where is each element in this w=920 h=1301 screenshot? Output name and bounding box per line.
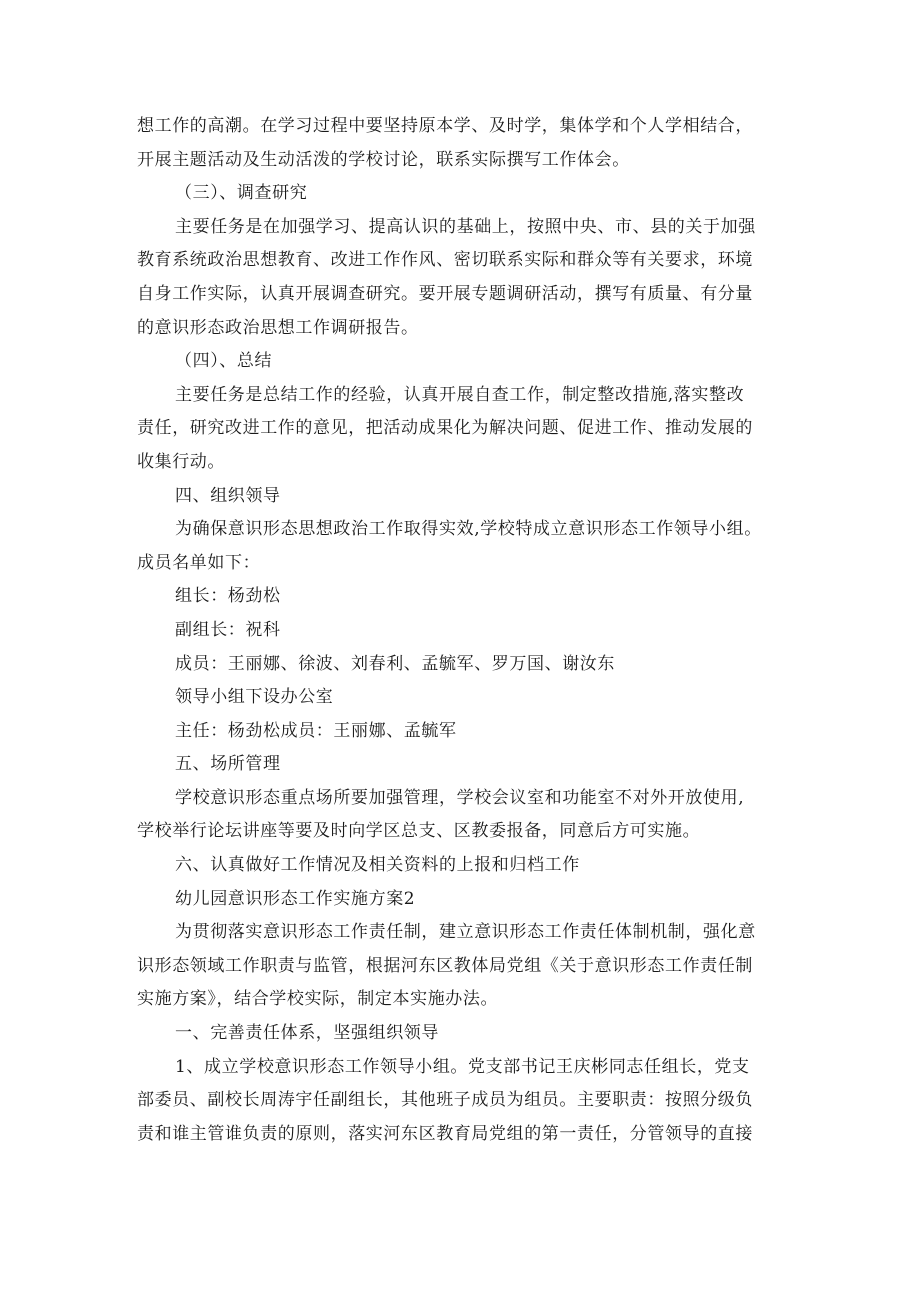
text-line: 1、成立学校意识形态工作领导小组。党支部书记王庆彬同志任组长，党支 <box>175 1056 750 1077</box>
text-line: 为确保意识形态思想政治工作取得实效,学校特成立意识形态工作领导小组。 <box>175 519 762 540</box>
text-line: 自身工作实际，认真开展调查研究。要开展专题调研活动，撰写有质量、有分量 <box>137 283 753 304</box>
text-line: 的意识形态政治思想工作调研报告。 <box>137 317 419 338</box>
section-heading: 六、认真做好工作情况及相关资料的上报和归档工作 <box>175 855 580 876</box>
document-subtitle: 幼儿园意识形态工作实施方案2 <box>175 888 416 909</box>
text-line: 主要任务是在加强学习、提高认识的基础上，按照中央、市、县的关于加强 <box>175 216 756 237</box>
text-line: 识形态领域工作职责与监管，根据河东区教体局党组《关于意识形态工作责任制 <box>137 955 753 976</box>
text-line: 主要任务是总结工作的经验，认真开展自查工作，制定整改措施,落实整改 <box>175 384 745 405</box>
text-line: 责和谁主管谁负责的原则，落实河东区教育局党组的第一责任，分管领导的直接 <box>137 1123 753 1144</box>
text-line: 开展主题活动及生动活泼的学校讨论，联系实际撰写工作体会。 <box>137 149 630 170</box>
section-heading: （四）、总结 <box>175 351 273 372</box>
text-line: 成员名单如下： <box>137 552 261 573</box>
text-line: 教育系统政治思想教育、改进工作作风、密切联系实际和群众等有关要求，环境 <box>137 250 753 271</box>
text-line: 领导小组下设办公室 <box>175 687 334 708</box>
member-line: 组长：杨劲松 <box>175 586 281 607</box>
section-heading: （三）、调查研究 <box>175 183 308 204</box>
text-line: 收集行动。 <box>137 451 225 472</box>
text-line: 学校举行论坛讲座等要及时向学区总支、区教委报备，同意后方可实施。 <box>137 821 701 842</box>
section-heading: 一、完善责任体系，坚强组织领导 <box>175 1023 439 1044</box>
section-heading: 四、组织领导 <box>175 485 281 506</box>
member-line: 主任：杨劲松成员：王丽娜、孟毓军 <box>175 720 457 741</box>
text-line: 学校意识形态重点场所要加强管理，学校会议室和功能室不对外开放使用, <box>175 787 745 808</box>
text-line: 想工作的高潮。在学习过程中要坚持原本学、及时学，集体学和个人学相结合， <box>137 116 753 136</box>
document-body <box>137 110 801 1151</box>
text-line: 为贯彻落实意识形态工作责任制，建立意识形态工作责任体制机制，强化意 <box>175 922 756 943</box>
member-line: 成员：王丽娜、徐波、刘春利、孟毓军、罗万国、谢汝东 <box>175 653 615 674</box>
member-line: 副组长：祝科 <box>175 619 281 640</box>
section-heading: 五、场所管理 <box>175 754 281 775</box>
text-line: 部委员、副校长周涛宇任副组长，其他班子成员为组员。主要职责：按照分级负 <box>137 1090 753 1111</box>
text-line: 责任，研究改进工作的意见，把活动成果化为解决问题、促进工作、推动发展的 <box>137 418 753 439</box>
text-line: 实施方案》，结合学校实际，制定本实施办法。 <box>137 989 499 1010</box>
